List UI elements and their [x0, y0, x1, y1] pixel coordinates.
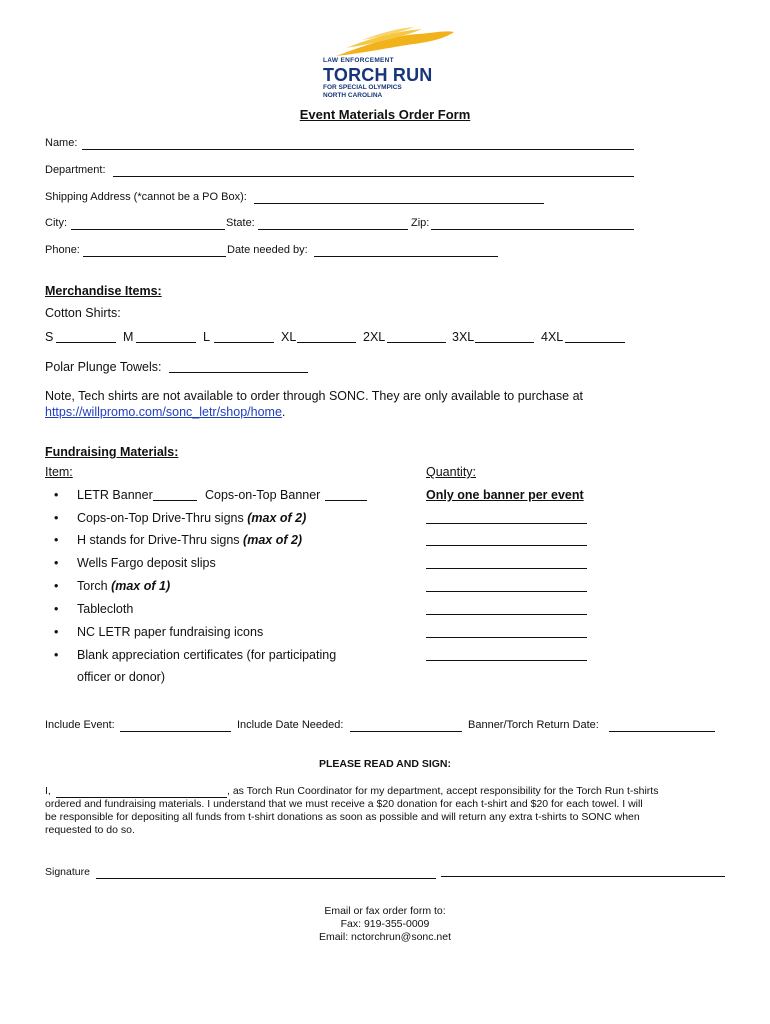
signature-date-line[interactable] [441, 876, 725, 877]
phone-field[interactable] [83, 244, 226, 257]
fund-item-5-qty[interactable] [426, 579, 587, 592]
size-m-field[interactable] [136, 330, 196, 343]
letr-banner-field[interactable] [153, 488, 197, 501]
size-2xl-label: 2XL [363, 330, 386, 344]
size-m-label: M [123, 330, 134, 344]
bullet-icon: • [54, 511, 59, 525]
towels-label: Polar Plunge Towels: [45, 360, 162, 374]
fund-item-3-label: H stands for Drive-Thru signs [77, 533, 240, 547]
phone-label: Phone: [45, 244, 80, 256]
bullet-icon: • [54, 625, 59, 639]
fund-item-3-limit: (max of 2) [243, 533, 303, 547]
bullet-icon: • [54, 579, 59, 593]
fund-item-5 [77, 579, 170, 593]
state-field[interactable] [258, 217, 408, 230]
department-label: Department: [45, 164, 106, 176]
signature-field[interactable] [96, 866, 436, 879]
bullet-icon: • [54, 602, 59, 616]
logo-line4: NORTH CAROLINA [323, 92, 383, 99]
logo-line3: FOR SPECIAL OLYMPICS [323, 84, 402, 91]
bullet-icon: • [54, 533, 59, 547]
item-column-header: Item: [45, 465, 73, 479]
only-one-banner-note: Only one banner per event [426, 488, 584, 502]
note-link-row: https://willpromo.com/sonc_letr/shop/home. [45, 405, 286, 419]
include-date-label: Include Date Needed: [237, 719, 344, 731]
city-field[interactable] [71, 217, 225, 230]
willpromo-link[interactable]: https://willpromo.com/sonc_letr/shop/home [45, 405, 282, 419]
agreement-line2: ordered and fundraising materials. I understand that we must receive a $20 donation for each t-shirt and $20 for each towel. I will [45, 798, 643, 810]
include-event-label: Include Event: [45, 719, 115, 731]
shipping-address-field[interactable] [254, 191, 544, 204]
towels-field[interactable] [169, 360, 308, 373]
tech-shirts-note: Note, Tech shirts are not available to order through SONC. They are only available to purchase at [45, 389, 584, 403]
torch-flame-icon [318, 26, 458, 60]
quantity-column-header: Quantity: [426, 465, 477, 479]
fund-item-6-qty[interactable] [426, 602, 587, 615]
size-l-label: L [203, 330, 210, 344]
fund-item-4: Wells Fargo deposit slips [77, 556, 216, 570]
agreement-line4: requested to do so. [45, 824, 135, 836]
size-s-label: S [45, 330, 54, 344]
return-date-field[interactable] [609, 719, 715, 732]
include-event-field[interactable] [120, 719, 231, 732]
fund-item-2-label: Cops-on-Top Drive-Thru signs [77, 511, 244, 525]
size-xl-field[interactable] [297, 330, 356, 343]
fund-item-8-line1: Blank appreciation certificates (for participating [77, 648, 337, 662]
footer-email: Email: nctorchrun@sonc.net [318, 931, 452, 943]
size-2xl-field[interactable] [387, 330, 446, 343]
size-l-field[interactable] [214, 330, 274, 343]
bullet-icon: • [54, 556, 59, 570]
fund-item-4-qty[interactable] [426, 556, 587, 569]
fundraising-heading: Fundraising Materials: [45, 445, 179, 459]
fund-item-3 [77, 533, 302, 547]
letr-banner-label: LETR Banner [77, 488, 153, 502]
shipping-address-label: Shipping Address (*cannot be a PO Box): [45, 191, 247, 203]
cotton-shirts-label: Cotton Shirts: [45, 306, 121, 320]
zip-field[interactable] [431, 217, 634, 230]
fund-item-2-qty[interactable] [426, 511, 587, 524]
cops-banner-field[interactable] [325, 488, 367, 501]
size-4xl-label: 4XL [541, 330, 564, 344]
fund-item-3-qty[interactable] [426, 533, 587, 546]
size-3xl-label: 3XL [452, 330, 475, 344]
size-xl-label: XL [281, 330, 297, 344]
fund-item-5-label: Torch [77, 579, 108, 593]
name-label: Name: [45, 137, 78, 149]
return-date-label: Banner/Torch Return Date: [468, 719, 599, 731]
agreement-i: I, [45, 785, 51, 797]
cops-banner-label: Cops-on-Top Banner [205, 488, 321, 502]
bullet-icon: • [54, 648, 59, 662]
fund-item-8-qty[interactable] [426, 648, 587, 661]
fund-item-7-qty[interactable] [426, 625, 587, 638]
coordinator-name-field[interactable] [56, 785, 227, 798]
fund-item-2-limit: (max of 2) [247, 511, 307, 525]
merchandise-heading: Merchandise Items: [45, 284, 162, 298]
fund-item-7: NC LETR paper fundraising icons [77, 625, 264, 639]
logo-line1: LAW ENFORCEMENT [323, 57, 394, 64]
footer-fax: Fax: 919-355-0009 [340, 918, 430, 930]
zip-label: Zip: [411, 217, 430, 229]
fund-item-6: Tablecloth [77, 602, 134, 616]
department-field[interactable] [113, 164, 634, 177]
read-and-sign-heading: PLEASE READ AND SIGN: [318, 758, 452, 770]
include-date-field[interactable] [350, 719, 462, 732]
fund-item-2 [77, 511, 306, 525]
date-needed-label: Date needed by: [227, 244, 308, 256]
page-title: Event Materials Order Form [299, 107, 471, 122]
logo-line2: TORCH RUN [323, 65, 433, 85]
signature-label: Signature [45, 866, 90, 878]
name-field[interactable] [82, 137, 634, 150]
footer-line1: Email or fax order form to: [324, 905, 446, 917]
fund-item-5-limit: (max of 1) [111, 579, 171, 593]
state-label: State: [226, 217, 255, 229]
city-label: City: [45, 217, 67, 229]
size-3xl-field[interactable] [475, 330, 534, 343]
size-4xl-field[interactable] [565, 330, 625, 343]
agreement-line1: , as Torch Run Coordinator for my department, accept responsibility for the Torch Run t-shirts [227, 785, 659, 797]
date-needed-field[interactable] [314, 244, 498, 257]
torch-run-logo [318, 26, 458, 104]
agreement-line3: be responsible for depositing all funds from t-shirt donations as soon as possible and will return any extra t-shirts to SONC when [45, 811, 640, 823]
fund-item-8-line2: officer or donor) [77, 670, 166, 684]
bullet-icon: • [54, 488, 59, 502]
size-s-field[interactable] [56, 330, 116, 343]
